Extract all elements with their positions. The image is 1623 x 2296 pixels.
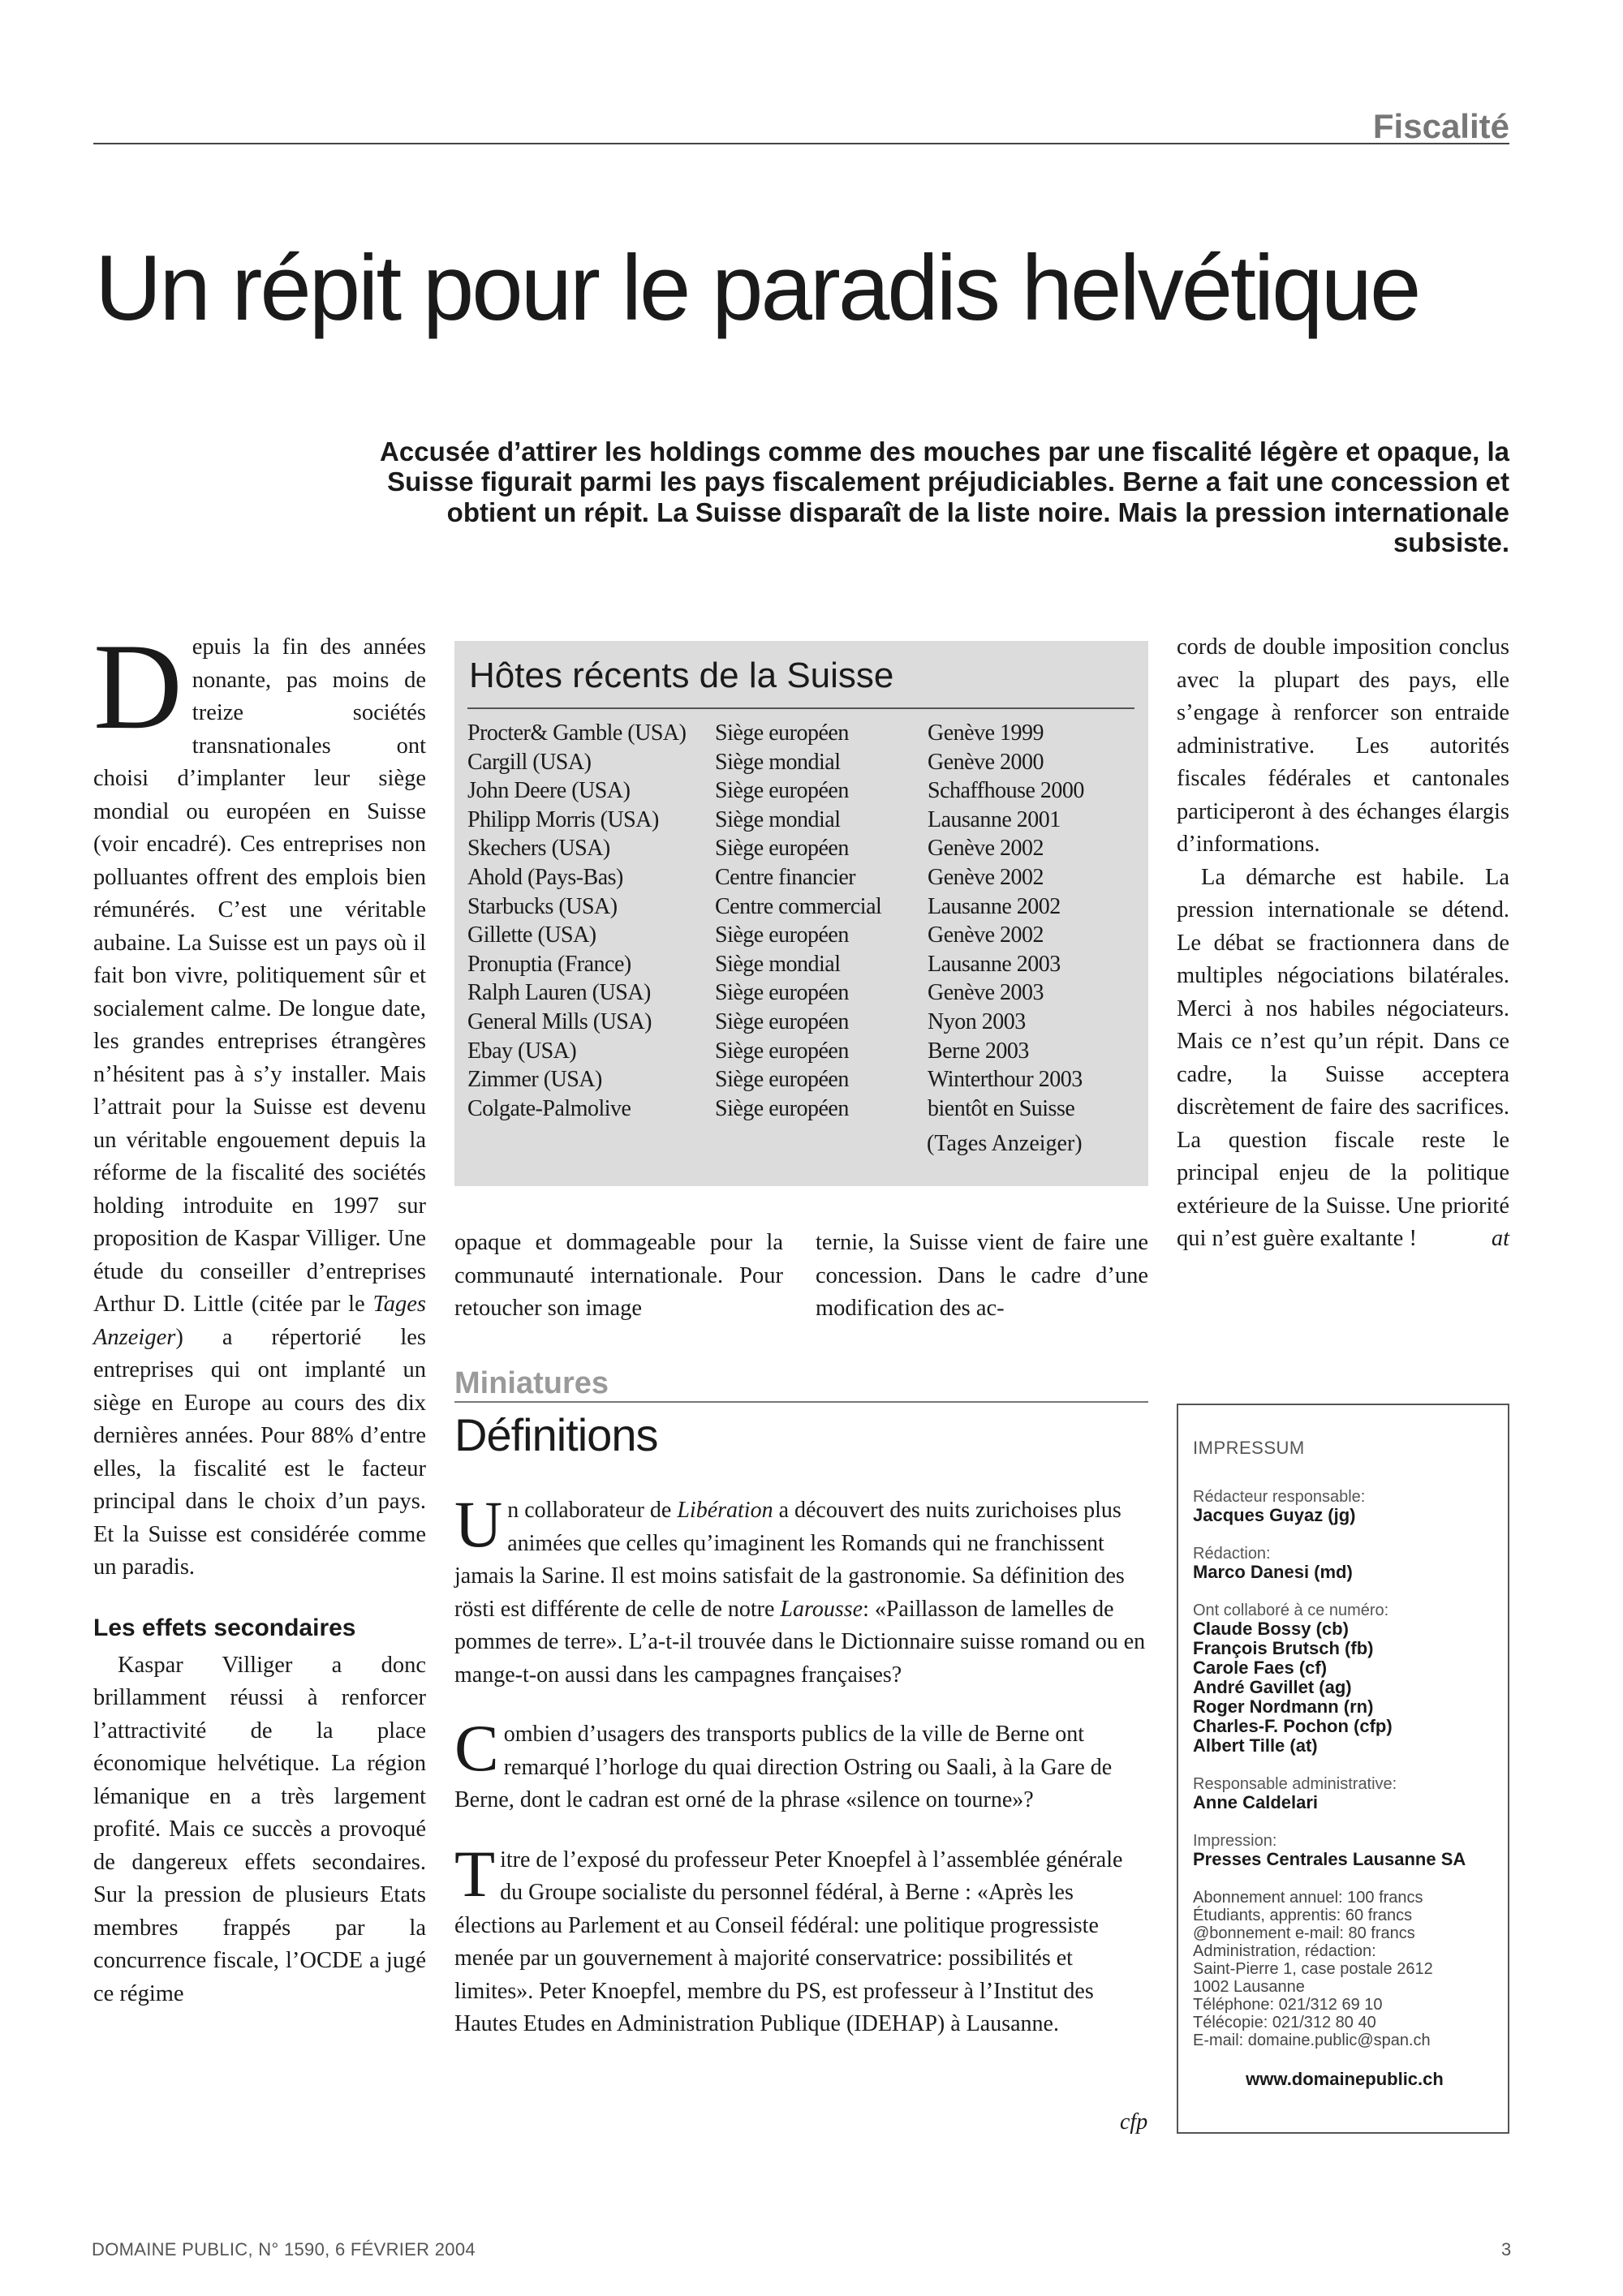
website-link[interactable]: www.domainepublic.ch xyxy=(1246,2069,1444,2089)
hosts-row xyxy=(467,892,1141,922)
host-type: Siège européen xyxy=(715,836,849,862)
miniature-item: Combien d’usagers des transports publics de la ville de Berne ont remarqué l’horloge du quai direction Ostring ou Saali, à la Gare de Berne, dont le cadran est orné de la phrase «silence on tourne»? xyxy=(454,1711,1113,1812)
drop-cap: D xyxy=(93,618,183,755)
article-column-right: cords de double imposition conclus avec la plupart des pays, elle s’engage à renforcer son entraide administrative. Les autorités fiscales fédérales et cantonales participeront à des échanges élargis d’informations. La démarche est habile. La pression internationale se détend. Le débat se fractionnera dans de multiples négociations bilatérales. Merci à nos habiles négociateurs. Mais ce n’est qu’un répit. Dans ce cadre, la Suisse acceptera discrètement de faire des sacrifices. La question fiscale reste le principal enjeu de la politique extérieure de la Suisse. Une priorité qui n’est guère exaltante ! at xyxy=(1177,631,1509,1256)
hosts-row xyxy=(467,834,1141,863)
miniatures-title: Définitions xyxy=(454,1409,658,1460)
host-company: Ebay (USA) xyxy=(467,1038,577,1064)
article-paragraph-2: Kaspar Villiger a donc brillamment réussi à renforcer l’attractivité de la place économique helvétique. La région lémanique en a très largement profité. Mais ce succès a provoqué de dangereux effets secondaires. Sur la pression de plusieurs Etats membres frappés par la concurrence fiscale, l’OCDE a jugé ce régime xyxy=(93,1652,426,2006)
redaction-name: Marco Danesi (md) xyxy=(1193,1562,1353,1582)
miniatures-signature: cfp xyxy=(1120,2109,1148,2135)
article-column-mid-1: opaque et dommageable pour la communauté internationale. Pour retoucher son image xyxy=(454,1230,783,1321)
hosts-row xyxy=(467,1065,1141,1094)
host-type: Siège européen xyxy=(715,1038,849,1064)
hosts-row xyxy=(467,978,1141,1008)
host-type: Siège européen xyxy=(715,1008,849,1034)
host-company: Starbucks (USA) xyxy=(467,893,618,919)
host-company: Ahold (Pays-Bas) xyxy=(467,864,623,890)
host-place: Berne 2003 xyxy=(928,1038,1029,1064)
hosts-row xyxy=(467,748,1141,777)
hosts-row xyxy=(467,776,1141,806)
hosts-row xyxy=(467,719,1141,748)
host-type: Siège mondial xyxy=(715,806,841,832)
hosts-box-rule xyxy=(467,707,1134,709)
hosts-box xyxy=(454,641,1148,1186)
page-number: 3 xyxy=(1501,2239,1512,2259)
host-place: Winterthour 2003 xyxy=(928,1067,1083,1093)
contributor: André Gavillet (ag) xyxy=(1193,1677,1352,1697)
hosts-row xyxy=(467,1037,1141,1066)
contributor: Carole Faes (cf) xyxy=(1193,1658,1328,1678)
host-company: Zimmer (USA) xyxy=(467,1067,602,1093)
printer-name: Presses Centrales Lausanne SA xyxy=(1193,1849,1466,1869)
host-company: Skechers (USA) xyxy=(467,836,610,862)
host-place: Lausanne 2003 xyxy=(928,951,1061,977)
host-type: Centre financier xyxy=(715,864,856,890)
impressum-title: IMPRESSUM xyxy=(1193,1438,1305,1458)
article-paragraph-3: La démarche est habile. La pression internationale se détend. Le débat se fractionnera dans de multiples négociations bilatérales. Merci à nos habiles négociateurs. Mais ce n’est qu’un répit. Dans ce cadre, la Suisse acceptera discrètement de faire des sacrifices. La question fiscale reste le principal enjeu de la politique extérieure de la Suisse. Une priorité qui n’est guère exaltante ! at xyxy=(1177,862,1509,1256)
page-title: Un répit pour le paradis helvétique xyxy=(95,237,1419,340)
editor-name: Jacques Guyaz (jg) xyxy=(1193,1505,1356,1525)
impressum-detail: Téléphone: 021/312 69 10 xyxy=(1193,1996,1383,2014)
article-column-left xyxy=(93,618,427,2010)
article-paragraph-1: Depuis la fin des années nonante, pas moins de treize sociétés transnationales ont choisi d’implanter leur siège mondial ou européen en Suisse (voir encadré). Ces entreprises non polluantes offrent des emplois bien rémunérés. C’est une véritable aubaine. La Suisse est un pays où il fait bon vivre, politiquement sûr et socialement calme. De longue date, les grandes entreprises étrangères n’hésitent pas à s’y installer. Mais l’attrait pour la Suisse est devenu un véritable engouement depuis la réforme de la fiscalité des sociétés holding introduite en 1997 sur proposition de Kaspar Villiger. Une étude du conseiller d’entreprises Arthur D. Little (citée par le Tages Anzeiger) a répertorié les entreprises qui ont implanté un siège en Europe au cours des dix dernières années. Pour 88% d’entre elles, la fiscalité est le facteur principal dans le choix d’un pays. Et la Suisse est considérée comme un paradis. xyxy=(93,618,427,1580)
redaction-label: Rédaction: xyxy=(1193,1545,1271,1563)
lead-paragraph: Accusée d’attirer les holdings comme des mouches par une fiscalité légère et opaque, la Suisse figurait parmi les pays fiscalement préjudiciables. Berne a fait une concession et obtient un répit. La Suisse disparaît de la liste noire. Mais la pression internationale subsiste. xyxy=(380,436,1509,557)
host-type: Siège européen xyxy=(715,922,849,948)
host-company: Colgate-Palmolive xyxy=(467,1095,631,1121)
impressum-box xyxy=(1177,1404,1509,2134)
contributor: François Brutsch (fb) xyxy=(1193,1638,1374,1658)
host-place: Genève 2002 xyxy=(928,836,1044,862)
host-type: Siège mondial xyxy=(715,749,841,775)
host-place: Genève 2000 xyxy=(928,749,1044,775)
host-place: Schaffhouse 2000 xyxy=(928,778,1084,804)
host-type: Siège européen xyxy=(715,778,849,804)
contributor: Albert Tille (at) xyxy=(1193,1735,1318,1756)
host-company: Procter& Gamble (USA) xyxy=(467,720,687,746)
hosts-box-title: Hôtes récents de la Suisse xyxy=(469,656,894,695)
admin-label: Responsable administrative: xyxy=(1193,1775,1397,1793)
admin-name: Anne Caldelari xyxy=(1193,1792,1319,1812)
host-place: Nyon 2003 xyxy=(928,1008,1026,1034)
contributors-label: Ont collaboré à ce numéro: xyxy=(1193,1602,1389,1619)
host-place: Genève 2002 xyxy=(928,864,1044,890)
print-label: Impression: xyxy=(1193,1832,1277,1850)
hosts-row xyxy=(467,950,1141,979)
hosts-row xyxy=(467,921,1141,950)
hosts-table xyxy=(467,719,1141,1123)
host-place: Genève 2003 xyxy=(928,980,1044,1006)
impressum-detail: 1002 Lausanne xyxy=(1193,1978,1305,1996)
host-place: Genève 1999 xyxy=(928,720,1044,746)
miniatures-rule xyxy=(454,1401,1148,1403)
impressum-detail: Saint-Pierre 1, case postale 2612 xyxy=(1193,1960,1433,1978)
host-company: Ralph Lauren (USA) xyxy=(467,980,651,1006)
article-column-mid-2: ternie, la Suisse vient de faire une concession. Dans le cadre d’une modification des ac- xyxy=(816,1230,1148,1321)
host-company: John Deere (USA) xyxy=(467,778,631,804)
hosts-source: (Tages Anzeiger) xyxy=(927,1131,1083,1156)
miniature-item: Titre de l’exposé du professeur Peter Knoepfel à l’assemblée générale du Groupe socialiste du personnel fédéral, à Berne : «Après les élections au Parlement et au Conseil fédéral: une politique progressiste menée par un gouvernement à majorité conservatrice: possibilités et limites». Peter Knoepfel, membre du PS, est professeur à l’Institut des Hautes Etudes en Administration Publique (IDEHAP) à Lausanne. xyxy=(454,1836,1123,2036)
host-type: Siège européen xyxy=(715,1067,849,1093)
host-type: Siège européen xyxy=(715,1095,849,1121)
editor-label: Rédacteur responsable: xyxy=(1193,1488,1366,1506)
host-type: Centre commercial xyxy=(715,893,882,919)
miniature-item: Un collaborateur de Libération a découvert des nuits zurichoises plus animées que celles qu’imaginent les Romands qui ne franchissent jamais la Sarine. Il est moins satisfait de la gastronomie. Sa définition des rösti est différente de celle de notre Larousse: «Paillasson de lamelles de pommes de terre». L’a-t-il trouvée dans le Dictionnaire suisse romand ou en mange-t-on aussi dans les campagnes françaises? xyxy=(454,1487,1146,1688)
host-company: Philipp Morris (USA) xyxy=(467,806,659,832)
host-type: Siège européen xyxy=(715,980,849,1006)
hosts-row xyxy=(467,863,1141,892)
contributor: Claude Bossy (cb) xyxy=(1193,1619,1349,1639)
host-company: General Mills (USA) xyxy=(467,1008,652,1034)
host-place: Lausanne 2001 xyxy=(928,806,1061,832)
impressum-detail: E-mail: domaine.public@span.ch xyxy=(1193,2032,1431,2049)
impressum-detail: Télécopie: 021/312 80 40 xyxy=(1193,2014,1376,2032)
impressum-detail: Étudiants, apprentis: 60 francs xyxy=(1193,1907,1413,1924)
host-company: Pronuptia (France) xyxy=(467,951,631,977)
host-type: Siège mondial xyxy=(715,951,841,977)
host-place: Lausanne 2002 xyxy=(928,893,1061,919)
footer-publication: DOMAINE PUBLIC, N° 1590, 6 FÉVRIER 2004 xyxy=(92,2239,476,2259)
hosts-row xyxy=(467,1094,1141,1124)
impressum-detail: Administration, rédaction: xyxy=(1193,1942,1376,1960)
host-type: Siège européen xyxy=(715,720,849,746)
hosts-row xyxy=(467,806,1141,835)
impressum-detail: @bonnement e-mail: 80 francs xyxy=(1193,1924,1415,1942)
hosts-row xyxy=(467,1008,1141,1037)
article-signature: at xyxy=(1491,1226,1509,1251)
section-rule xyxy=(93,143,1509,144)
miniatures-body xyxy=(454,1487,1148,2068)
contributor: Charles-F. Pochon (cfp) xyxy=(1193,1716,1393,1736)
article-subhead: Les effets secondaires xyxy=(93,1614,356,1641)
contributor: Roger Nordmann (rn) xyxy=(1193,1696,1374,1717)
host-place: Genève 2002 xyxy=(928,922,1044,948)
host-place: bientôt en Suisse xyxy=(928,1095,1075,1121)
section-label: Fiscalité xyxy=(1372,107,1509,145)
host-company: Gillette (USA) xyxy=(467,922,596,948)
miniatures-label: Miniatures xyxy=(454,1366,609,1400)
impressum-detail: Abonnement annuel: 100 francs xyxy=(1193,1889,1423,1907)
host-company: Cargill (USA) xyxy=(467,749,592,775)
